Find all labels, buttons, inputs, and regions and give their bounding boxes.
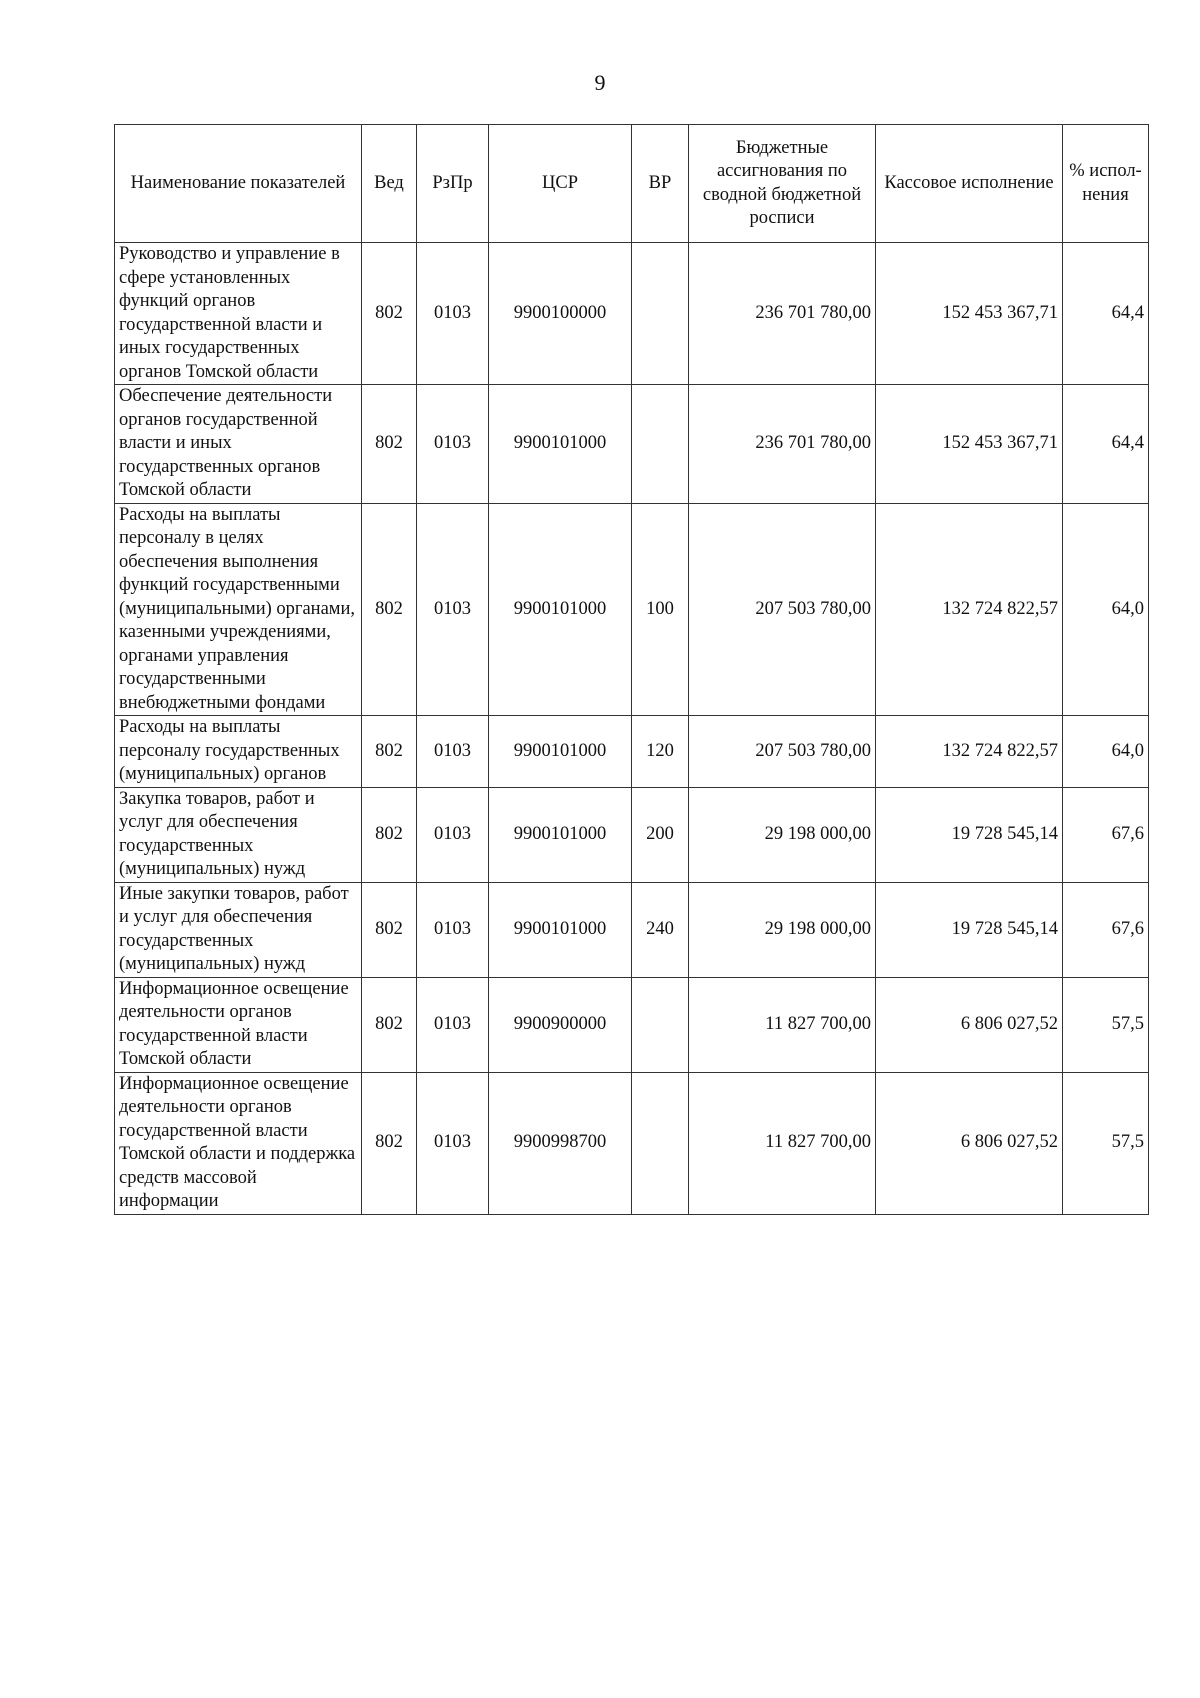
row-assignments: 236 701 780,00 bbox=[689, 385, 876, 504]
table-row bbox=[115, 385, 1149, 504]
header-vr: ВР bbox=[632, 125, 689, 243]
row-assignments: 236 701 780,00 bbox=[689, 243, 876, 385]
row-cash-execution: 152 453 367,71 bbox=[876, 385, 1063, 504]
row-percent: 64,4 bbox=[1063, 243, 1149, 385]
row-percent: 57,5 bbox=[1063, 977, 1149, 1072]
row-assignments: 11 827 700,00 bbox=[689, 977, 876, 1072]
row-vr: 240 bbox=[632, 882, 689, 977]
row-csr: 9900101000 bbox=[489, 385, 632, 504]
row-csr: 9900101000 bbox=[489, 716, 632, 788]
row-csr: 9900900000 bbox=[489, 977, 632, 1072]
row-csr: 9900101000 bbox=[489, 787, 632, 882]
header-name: Наименование показателей bbox=[115, 125, 362, 243]
row-rzpr: 0103 bbox=[417, 977, 489, 1072]
row-assignments: 29 198 000,00 bbox=[689, 882, 876, 977]
row-ved: 802 bbox=[362, 787, 417, 882]
row-vr bbox=[632, 385, 689, 504]
row-name: Закупка товаров, работ и услуг для обеспечения государственных (муниципальных) нужд bbox=[115, 787, 362, 882]
row-rzpr: 0103 bbox=[417, 243, 489, 385]
table-row bbox=[115, 503, 1149, 716]
row-csr: 9900100000 bbox=[489, 243, 632, 385]
row-rzpr: 0103 bbox=[417, 882, 489, 977]
row-percent: 57,5 bbox=[1063, 1072, 1149, 1214]
row-cash-execution: 6 806 027,52 bbox=[876, 1072, 1063, 1214]
row-percent: 67,6 bbox=[1063, 882, 1149, 977]
table-row bbox=[115, 243, 1149, 385]
header-assignments: Бюджетные ассигнования по сводной бюджетной росписи bbox=[689, 125, 876, 243]
row-name: Расходы на выплаты персоналу в целях обеспечения выполнения функций государственными (муниципальными) органами, казенными учреждениями, органами управления государственными внебюджетными фондами bbox=[115, 503, 362, 716]
row-ved: 802 bbox=[362, 243, 417, 385]
header-cash-execution: Кассовое исполнение bbox=[876, 125, 1063, 243]
row-percent: 64,0 bbox=[1063, 503, 1149, 716]
row-name: Руководство и управление в сфере установленных функций органов государственной власти и иных государственных органов Томской области bbox=[115, 243, 362, 385]
row-cash-execution: 6 806 027,52 bbox=[876, 977, 1063, 1072]
row-name: Обеспечение деятельности органов государственной власти и иных государственных органов Томской области bbox=[115, 385, 362, 504]
row-vr: 200 bbox=[632, 787, 689, 882]
row-ved: 802 bbox=[362, 882, 417, 977]
row-csr: 9900998700 bbox=[489, 1072, 632, 1214]
row-assignments: 207 503 780,00 bbox=[689, 503, 876, 716]
row-vr bbox=[632, 977, 689, 1072]
row-ved: 802 bbox=[362, 716, 417, 788]
row-percent: 67,6 bbox=[1063, 787, 1149, 882]
row-cash-execution: 132 724 822,57 bbox=[876, 716, 1063, 788]
row-name: Информационное освещение деятельности органов государственной власти Томской области bbox=[115, 977, 362, 1072]
row-csr: 9900101000 bbox=[489, 882, 632, 977]
row-percent: 64,4 bbox=[1063, 385, 1149, 504]
row-name: Расходы на выплаты персоналу государственных (муниципальных) органов bbox=[115, 716, 362, 788]
table-row bbox=[115, 787, 1149, 882]
row-cash-execution: 19 728 545,14 bbox=[876, 787, 1063, 882]
row-assignments: 11 827 700,00 bbox=[689, 1072, 876, 1214]
table-row bbox=[115, 1072, 1149, 1214]
row-assignments: 207 503 780,00 bbox=[689, 716, 876, 788]
row-ved: 802 bbox=[362, 1072, 417, 1214]
row-csr: 9900101000 bbox=[489, 503, 632, 716]
row-rzpr: 0103 bbox=[417, 787, 489, 882]
row-name: Иные закупки товаров, работ и услуг для обеспечения государственных (муниципальных) нужд bbox=[115, 882, 362, 977]
row-cash-execution: 132 724 822,57 bbox=[876, 503, 1063, 716]
row-rzpr: 0103 bbox=[417, 385, 489, 504]
row-vr bbox=[632, 243, 689, 385]
table-row bbox=[115, 882, 1149, 977]
row-vr bbox=[632, 1072, 689, 1214]
row-name: Информационное освещение деятельности органов государственной власти Томской области и поддержка средств массовой информации bbox=[115, 1072, 362, 1214]
header-ved: Вед bbox=[362, 125, 417, 243]
row-ved: 802 bbox=[362, 977, 417, 1072]
row-rzpr: 0103 bbox=[417, 503, 489, 716]
row-vr: 100 bbox=[632, 503, 689, 716]
row-cash-execution: 152 453 367,71 bbox=[876, 243, 1063, 385]
header-csr: ЦСР bbox=[489, 125, 632, 243]
header-rzpr: РзПр bbox=[417, 125, 489, 243]
row-assignments: 29 198 000,00 bbox=[689, 787, 876, 882]
table-row bbox=[115, 716, 1149, 788]
row-ved: 802 bbox=[362, 503, 417, 716]
row-vr: 120 bbox=[632, 716, 689, 788]
header-percent: % испол-нения bbox=[1063, 125, 1149, 243]
budget-table bbox=[114, 124, 1149, 1215]
page-number: 9 bbox=[594, 70, 606, 95]
row-rzpr: 0103 bbox=[417, 716, 489, 788]
table-row bbox=[115, 977, 1149, 1072]
row-ved: 802 bbox=[362, 385, 417, 504]
row-percent: 64,0 bbox=[1063, 716, 1149, 788]
table-header-row bbox=[115, 125, 1149, 243]
row-cash-execution: 19 728 545,14 bbox=[876, 882, 1063, 977]
row-rzpr: 0103 bbox=[417, 1072, 489, 1214]
